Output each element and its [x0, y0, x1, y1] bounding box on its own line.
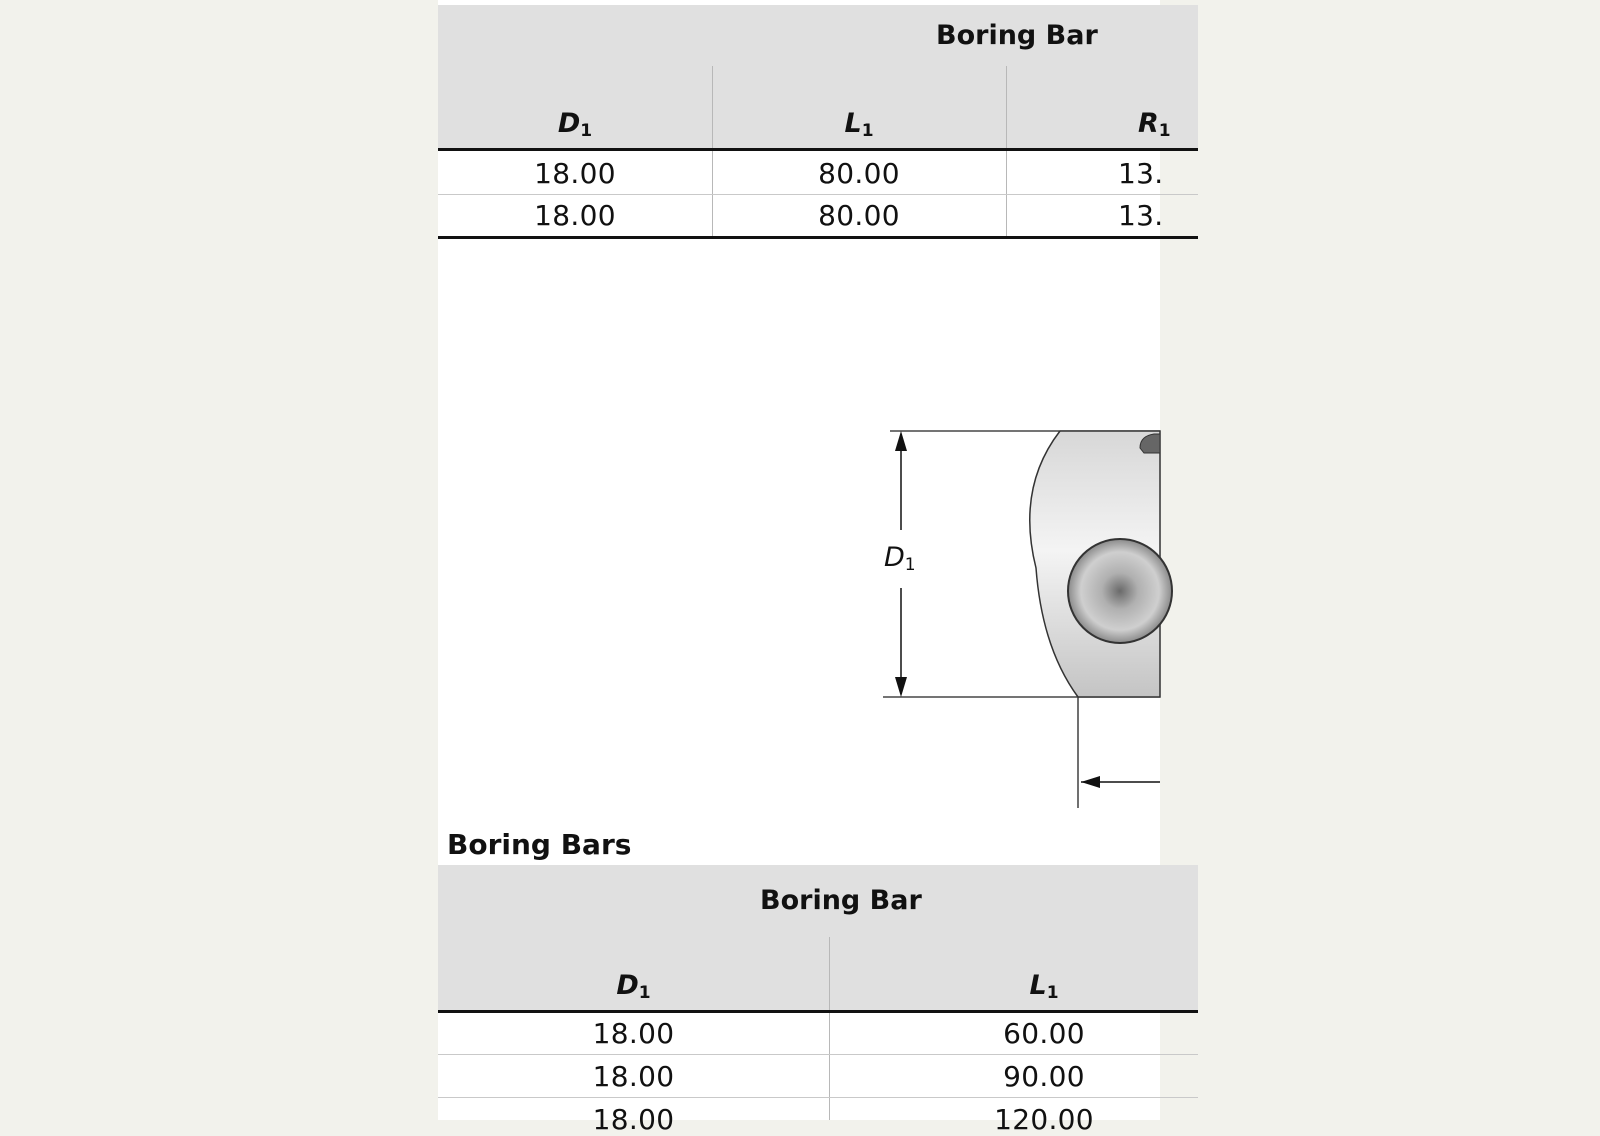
- top-table-group-title: Boring Bar: [936, 20, 1098, 51]
- header-divider: [1006, 66, 1007, 238]
- cell-r1: 13.: [1118, 199, 1164, 232]
- cell-d1: 18.00: [592, 1060, 675, 1093]
- boring-bar-drawing: [438, 238, 1160, 818]
- cell-l1: 60.00: [1003, 1017, 1085, 1050]
- cell-d1: 18.00: [534, 199, 616, 232]
- bottom-table-group-title: Boring Bar: [760, 885, 922, 916]
- column-header-l1: $L_1$: [1029, 970, 1059, 1003]
- document-page: [438, 0, 1171, 1136]
- column-header-l1: $L_1$: [844, 108, 874, 141]
- cell-l1: 90.00: [1003, 1060, 1085, 1093]
- cell-l1: 120.00: [994, 1103, 1094, 1136]
- cell-d1: 18.00: [592, 1103, 675, 1136]
- section-title: Boring Bars: [447, 828, 632, 861]
- cell-d1: 18.00: [592, 1017, 675, 1050]
- header-bottom-rule: [438, 1010, 1198, 1013]
- coolant-hole: [1068, 539, 1172, 643]
- header-bottom-rule: [438, 148, 1198, 151]
- cell-l1: 80.00: [818, 199, 900, 232]
- dimension-label-d1: $D_1$: [884, 542, 916, 575]
- cell-l1: 80.00: [818, 157, 900, 190]
- cell-r1: 13.: [1118, 157, 1164, 190]
- row-separator: [438, 1097, 1198, 1098]
- cell-d1: 18.00: [534, 157, 616, 190]
- row-separator: [438, 1054, 1198, 1055]
- column-header-d1: $D_1$: [557, 108, 593, 141]
- column-header-r1: $R_1$: [1138, 108, 1171, 141]
- row-separator: [438, 194, 1198, 195]
- column-header-d1: $D_1$: [616, 970, 651, 1003]
